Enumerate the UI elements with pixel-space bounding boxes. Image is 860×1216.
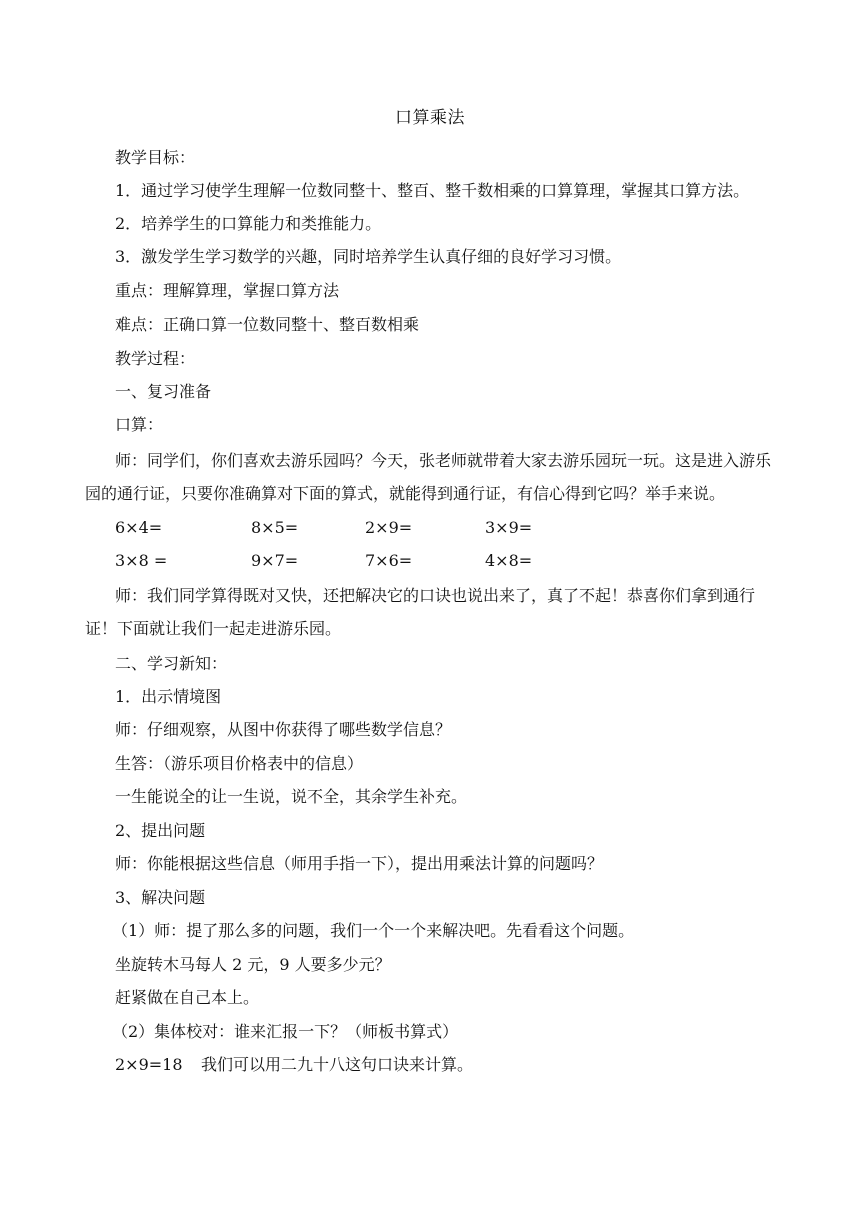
difficulty: 难点：正确口算一位数同整十、整百数相乘 xyxy=(115,315,420,334)
teacher-paragraph-2: 师：我们同学算得既对又快，还把解决它的口诀也说出来了，真了不起！恭喜你们拿到通行证！下面就让我们一起走进游乐园。 xyxy=(85,586,756,638)
objective-1: 1．通过学习使学生理解一位数同整十、整百、整千数相乘的口算算理，掌握其口算方法。 xyxy=(115,181,750,200)
document-title: 口算乘法 xyxy=(395,108,465,128)
note-1: 一生能说全的让一生说，说不全，其余学生补充。 xyxy=(115,787,468,806)
calc-r2-c4: 4×8= xyxy=(485,551,533,570)
calc-r1-c2: 8×5= xyxy=(251,518,299,537)
objectives-heading: 教学目标： xyxy=(115,148,196,167)
calc-r2-c1: 3×8 = xyxy=(115,551,168,570)
step-3: 3、解决问题 xyxy=(115,888,206,907)
step-2: 2、提出问题 xyxy=(115,821,206,840)
teacher-question-1: 师：仔细观察，从图中你获得了哪些数学信息？ xyxy=(115,720,452,739)
process-heading: 教学过程： xyxy=(115,349,196,368)
do-it-instruction: 赶紧做在自己本上。 xyxy=(115,988,260,1007)
section-1-heading: 一、复习准备 xyxy=(115,382,212,401)
calc-r1-c1: 6×4= xyxy=(115,518,163,537)
sub-step-1: （1）师：提了那么多的问题，我们一个一个来解决吧。先看看这个问题。 xyxy=(112,921,635,940)
calc-r2-c2: 9×7= xyxy=(251,551,299,570)
calc-r1-c4: 3×9= xyxy=(485,518,533,537)
objective-2: 2．培养学生的口算能力和类推能力。 xyxy=(115,214,382,233)
key-point: 重点：理解算理，掌握口算方法 xyxy=(115,281,340,300)
sub-step-2: （2）集体校对：谁来汇报一下？（师板书算式） xyxy=(112,1022,459,1041)
student-answer-1: 生答：（游乐项目价格表中的信息） xyxy=(115,754,364,773)
oral-calc-label: 口算： xyxy=(115,415,164,434)
objective-3: 3．激发学生学习数学的兴趣，同时培养学生认真仔细的良好学习习惯。 xyxy=(115,247,622,266)
equation: 2×9=18 xyxy=(115,1055,183,1074)
calc-r2-c3: 7×6= xyxy=(365,551,413,570)
word-problem: 坐旋转木马每人 2 元，9 人要多少元？ xyxy=(115,955,391,974)
calc-r1-c3: 2×9= xyxy=(365,518,413,537)
section-2-heading: 二、学习新知： xyxy=(115,654,228,673)
equation-explanation: 我们可以用二九十八这句口诀来计算。 xyxy=(201,1055,474,1074)
teacher-question-2: 师：你能根据这些信息（师用手指一下），提出用乘法计算的问题吗？ xyxy=(115,854,604,873)
teacher-paragraph-1: 师：同学们，你们喜欢去游乐园吗？今天，张老师就带着大家去游乐园玩一玩。这是进入游乐园的通行证，只要你准确算对下面的算式，就能得到通行证，有信心得到它吗？举手来说。 xyxy=(85,451,772,503)
step-1: 1．出示情境图 xyxy=(115,687,222,706)
